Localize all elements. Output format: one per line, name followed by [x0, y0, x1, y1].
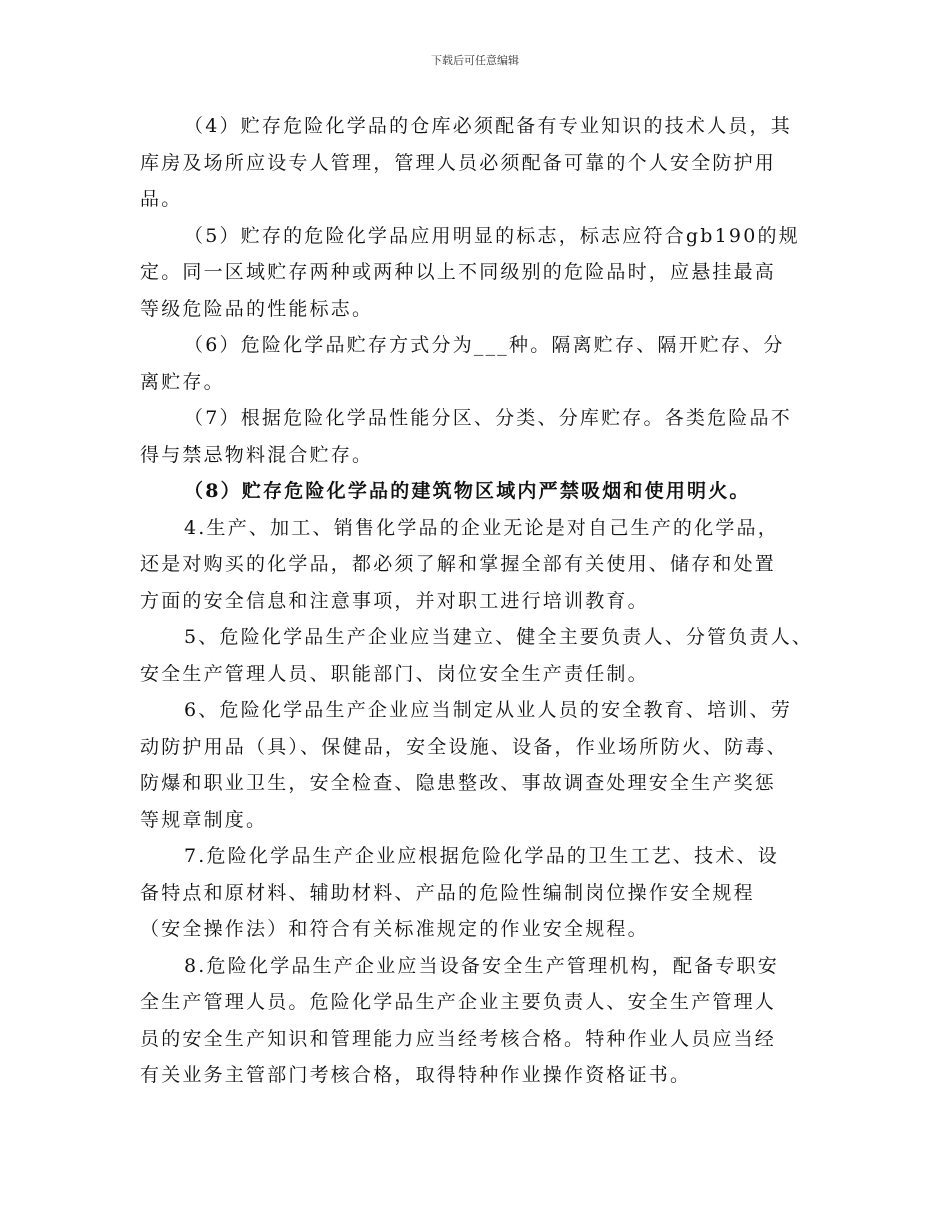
document-body	[140, 108, 820, 1094]
text-line: 8.危险化学品生产企业应当设备安全生产管理机构，配备专职安	[184, 954, 779, 977]
text-line: 5、危险化学品生产企业应当建立、健全主要负责人、分管负责人、	[184, 626, 814, 648]
text-line: 7.危险化学品生产企业应根据危险化学品的卫生工艺、技术、设	[184, 845, 779, 867]
text-line: 4.生产、加工、销售化学品的企业无论是对自己生产的化学品，	[184, 516, 779, 539]
text-line: 还是对购买的化学品，都必须了解和掌握全部有关使用、储存和处置	[140, 553, 777, 575]
paragraph	[140, 510, 820, 620]
text-line: 品。	[140, 188, 183, 210]
text-line: （7）根据危险化学品性能分区、分类、分库贮存。各类危险品不	[184, 407, 792, 429]
paragraph	[140, 218, 820, 328]
text-line: 方面的安全信息和注意事项，并对职工进行培训教育。	[140, 589, 649, 612]
paragraph	[140, 327, 820, 400]
text-line: 离贮存。	[140, 370, 225, 393]
paragraph	[140, 838, 820, 948]
text-line: 备特点和原材料、辅助材料、产品的危险性编制岗位操作安全规程	[140, 881, 755, 904]
text-line: 定。同一区域贮存两种或两种以上不同级别的危险品时，应悬挂最高	[140, 261, 777, 283]
text-line: （8）贮存危险化学品的建筑物区域内严禁吸烟和使用明火。	[184, 480, 751, 502]
paragraph	[140, 473, 820, 510]
text-line: （5）贮存的危险化学品应用明显的标志，标志应符合gb190的规	[184, 224, 800, 247]
text-line: （6）危险化学品贮存方式分为___种。隔离贮存、隔开贮存、分	[184, 334, 785, 356]
text-line: 全生产管理人员。危险化学品生产企业主要负责人、安全生产管理人	[140, 991, 777, 1013]
text-line: （安全操作法）和符合有关标准规定的作业安全规程。	[140, 918, 649, 940]
paragraph	[140, 400, 820, 473]
text-line: 等规章制度。	[140, 808, 268, 831]
paragraph	[140, 692, 820, 838]
paragraph	[140, 948, 820, 1094]
text-line: 安全生产管理人员、职能部门、岗位安全生产责任制。	[140, 662, 649, 685]
text-line: 员的安全生产知识和管理能力应当经考核合格。特种作业人员应当经	[140, 1027, 777, 1050]
text-line: 6、危险化学品生产企业应当制定从业人员的安全教育、培训、劳	[184, 699, 792, 721]
text-line: 得与禁忌物料混合贮存。	[140, 443, 374, 466]
text-line: （4）贮存危险化学品的仓库必须配备有专业知识的技术人员，其	[184, 115, 792, 137]
text-line: 等级危险品的性能标志。	[140, 297, 374, 320]
text-line: 库房及场所应设专人管理，管理人员必须配备可靠的个人安全防护用	[140, 151, 777, 174]
text-line: 有关业务主管部门考核合格，取得特种作业操作资格证书。	[140, 1064, 692, 1086]
page-header: 下载后可任意编辑	[431, 54, 519, 67]
text-line: 防爆和职业卫生，安全检查、隐患整改、事故调查处理安全生产奖惩	[140, 772, 777, 794]
text-line: 动防护用品（具）、保健品，安全设施、设备，作业场所防火、防毒、	[140, 735, 788, 758]
paragraph	[140, 619, 820, 692]
paragraph	[140, 108, 820, 218]
